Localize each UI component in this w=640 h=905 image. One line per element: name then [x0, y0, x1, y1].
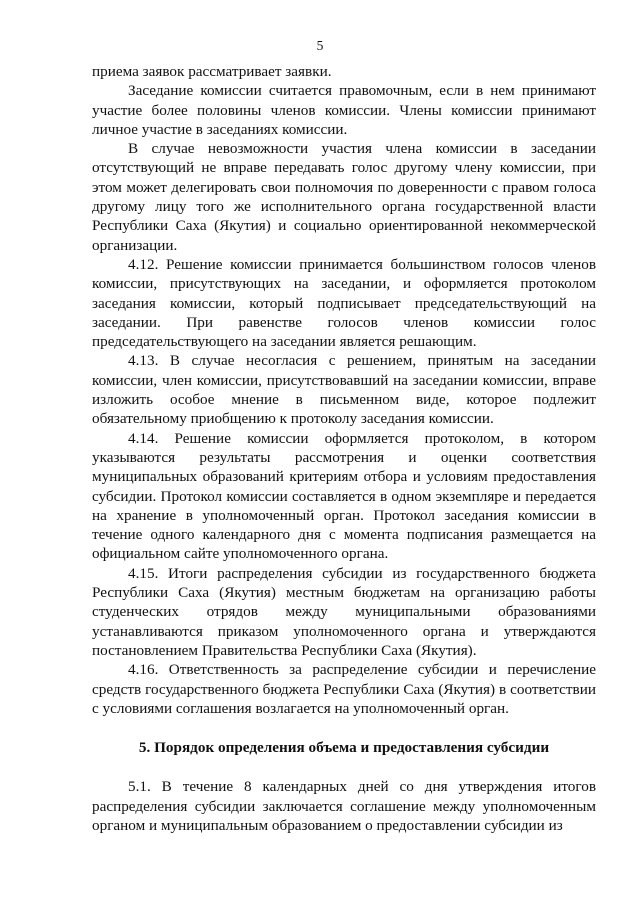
paragraph: приема заявок рассматривает заявки. [92, 63, 332, 80]
paragraph: В случае невозможности участия члена комиссии в заседании отсутствующий не вправе передавать голос другому члену комиссии, при этом может делегировать свои полномочия по доверенности с правом голоса другому лицу того же исполнительного органа государственной власти Республики Саха (Якутия) и социально ориентированной некоммерческой организации. [92, 140, 596, 254]
paragraph-4-15: 4.15. Итоги распределения субсидии из государственного бюджета Республики Саха (Якутия) местным бюджетам на организацию работы студенческих отрядов между муниципальными образованиями устанавливаются приказом уполномоченного органа и утверждаются постановлением Правительства Республики Саха (Якутия). [92, 564, 596, 659]
paragraph-4-16: 4.16. Ответственность за распределение субсидии и перечисление средств государственного бюджета Республики Саха (Якутия) в соответствии с условиями соглашения возлагается на уполномоченный орган. [92, 661, 596, 717]
document-body [92, 62, 596, 835]
paragraph: Заседание комиссии считается правомочным, если в нем принимают участие более половины членов комиссии. Члены комиссии принимают личное участие в заседаниях комиссии. [92, 82, 596, 138]
paragraph-4-13: 4.13. В случае несогласия с решением, принятым на заседании комиссии, член комиссии, присутствовавший на заседании комиссии, вправе изложить особое мнение в письменном виде, которое подлежит обязательному приобщению к протоколу заседания комиссии. [92, 352, 596, 428]
paragraph-4-14: 4.14. Решение комиссии оформляется протоколом, в котором указываются результаты рассмотрения и оценки соответствия муниципальных образований критериям отбора и условиям предоставления субсидии. Протокол комиссии составляется в одном экземпляре и передается на хранение в уполномоченный орган. Протокол заседания комиссии в течение одного календарного дня с момента подписания размещается на официальном сайте уполномоченного органа. [92, 429, 596, 563]
paragraph-5-1: 5.1. В течение 8 календарных дней со дня утверждения итогов распределения субсидии заключается соглашение между уполномоченным органом и муниципальным образованием о предоставлении субсидии из [92, 778, 596, 834]
paragraph-4-12: 4.12. Решение комиссии принимается большинством голосов членов комиссии, присутствующих на заседании, и оформляется протоколом заседания комиссии, который подписывает председательствующий на заседании. При равенстве голосов членов комиссии голос председательствующего на заседании является решающим. [92, 255, 596, 351]
page-number: 5 [316, 38, 324, 53]
section-heading: 5. Порядок определения объема и предоставления субсидии [138, 739, 550, 757]
